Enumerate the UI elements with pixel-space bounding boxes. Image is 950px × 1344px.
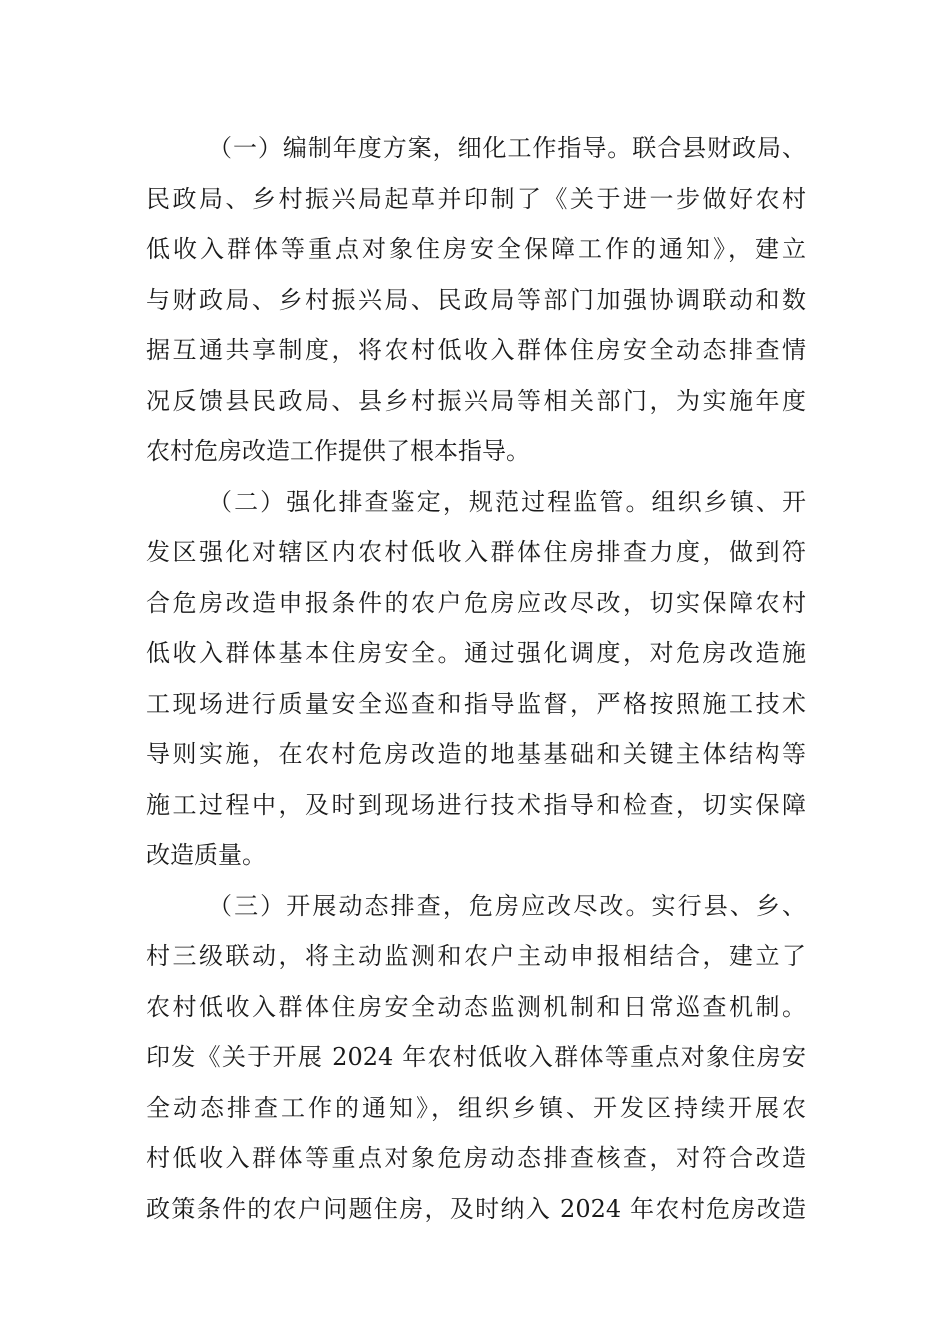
- document-body: [146, 123, 806, 1234]
- text-line: 低收入群体等重点对象住房安全保障工作的通知》，建立: [146, 235, 806, 263]
- text-line: 工现场进行质量安全巡查和指导监督，严格按照施工技术: [146, 689, 806, 718]
- text-line: 政策条件的农户问题住房，及时纳入 2024 年农村危房改造: [146, 1194, 806, 1223]
- text-line: 据互通共享制度，将农村低收入群体住房安全动态排查情: [146, 336, 806, 364]
- text-line: 合危房改造申报条件的农户危房应改尽改，切实保障农村: [146, 588, 806, 617]
- text-line: 低收入群体基本住房安全。通过强化调度，对危房改造施: [146, 639, 806, 667]
- text-line: 农村危房改造工作提供了根本指导。: [146, 437, 530, 465]
- paragraph-2: [146, 477, 806, 881]
- text-line: 与财政局、乡村振兴局、民政局等部门加强协调联动和数: [146, 285, 806, 314]
- paragraph-1: [146, 123, 806, 477]
- text-line: 发区强化对辖区内农村低收入群体住房排查力度，做到符: [146, 538, 806, 566]
- text-line: 民政局、乡村振兴局起草并印制了《关于进一步做好农村: [146, 184, 806, 213]
- paragraph-3: [146, 881, 806, 1235]
- text-line: 村低收入群体等重点对象危房动态排查核查，对符合改造: [146, 1144, 806, 1172]
- text-line: 全动态排查工作的通知》，组织乡镇、开发区持续开展农: [146, 1093, 806, 1122]
- text-line: 农村低收入群体住房安全动态监测机制和日常巡查机制。: [146, 992, 806, 1021]
- text-line: （一）编制年度方案，细化工作指导。联合县财政局、: [208, 134, 806, 162]
- text-line: 村三级联动，将主动监测和农户主动申报相结合，建立了: [146, 942, 806, 970]
- text-line: 况反馈县民政局、县乡村振兴局等相关部门，为实施年度: [146, 386, 806, 415]
- text-line: （二）强化排查鉴定，规范过程监管。组织乡镇、开: [208, 487, 806, 516]
- text-line: 印发《关于开展 2024 年农村低收入群体等重点对象住房安: [146, 1043, 806, 1071]
- text-line: （三）开展动态排查，危房应改尽改。实行县、乡、: [208, 891, 806, 920]
- text-line: 施工过程中，及时到现场进行技术指导和检查，切实保障: [146, 790, 806, 819]
- text-line: 改造质量。: [146, 841, 266, 869]
- text-line: 导则实施，在农村危房改造的地基基础和关键主体结构等: [146, 740, 806, 768]
